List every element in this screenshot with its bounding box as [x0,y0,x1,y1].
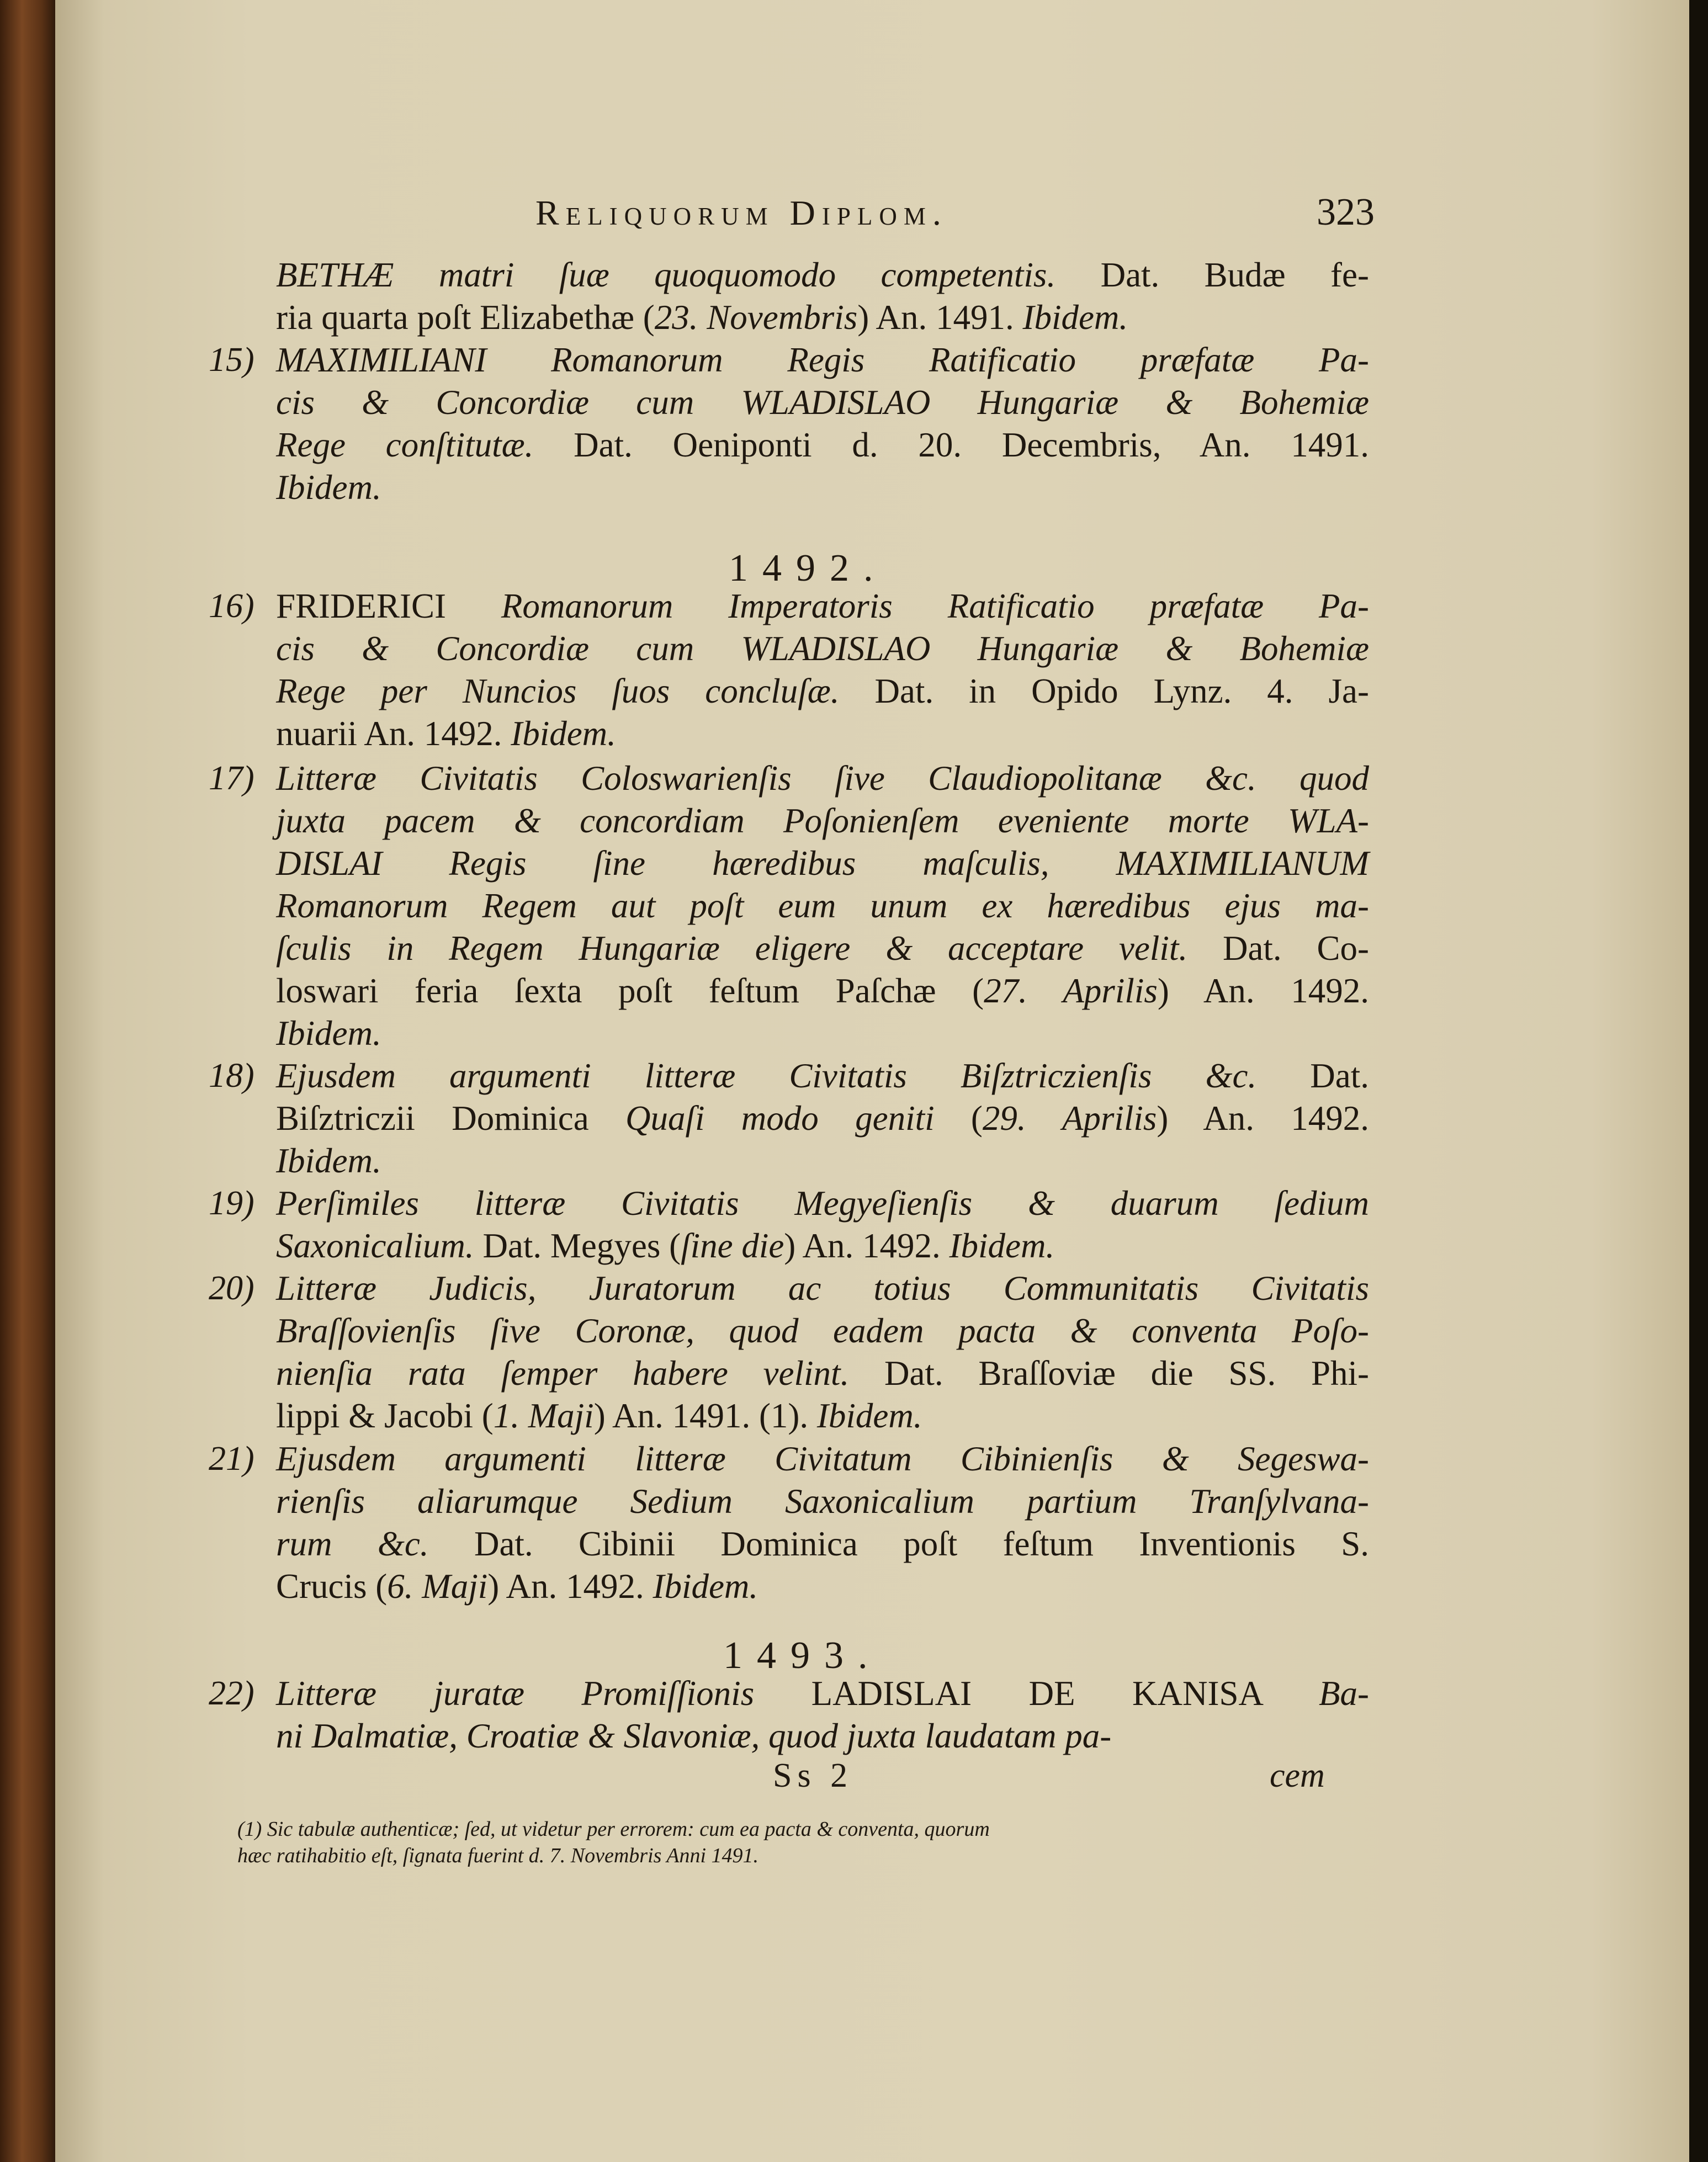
text-run: FRIDERICI [276,587,501,625]
book-page [55,0,1689,2162]
entry-19 [276,1182,1369,1267]
text-run: ) An. 1491. [857,298,1023,337]
text-line [276,800,1369,842]
text-line [276,1055,1369,1097]
text-line [276,670,1369,713]
text-run: cis & Concordiæ cum WLADISLAO Hungariæ & Bohemiæ [276,629,1369,668]
entry-number: 18) [209,1057,254,1095]
footnote-line: (1) Sic tabulæ authenticæ; ſed, ut videtur per errorem: cum ea pacta & conventa, quorum [237,1818,990,1841]
entry-15 [276,339,1369,509]
text-line [276,1438,1369,1480]
entry-number: 22) [209,1675,254,1712]
entry-number: 16) [209,587,254,625]
text-run: Perſimiles litteræ Civitatis Megyeſienſis & duarum ſedium [276,1184,1369,1223]
text-run: Dat. [1256,1056,1370,1095]
text-line [276,424,1369,466]
signature-mark: Ss 2 [773,1757,853,1794]
footnote-line: hæc ratihabitio eſt, ſignata fuerint d. 7. Novembris Anni 1491. [237,1844,759,1867]
text-run: ni Dalmatiæ, Croatiæ & Slavoniæ, quod juxta laudatam pa- [276,1717,1112,1755]
text-line [276,254,1369,296]
text-run: 29. Aprilis [982,1099,1157,1138]
text-run: Dat. Megyes ( [474,1226,681,1265]
entry-18 [276,1055,1369,1182]
entry-16 [276,585,1369,755]
text-line [276,339,1369,381]
text-run: Ibidem. [653,1567,758,1606]
text-line [276,1140,1369,1182]
text-run: Braſſovienſis ſive Coronæ, quod eadem pacta & conventa Poſo- [276,1311,1369,1350]
text-run: ) An. 1492. [784,1226,950,1265]
text-line [276,842,1369,885]
entry-22 [276,1672,1369,1757]
text-run: Ejusdem argumenti litteræ Civitatis Biſztriczienſis &c. [276,1056,1257,1095]
text-run: Dat. Oeniponti d. 20. Decembris, An. 1491. [533,426,1369,464]
text-line [276,757,1369,800]
text-run: rienſis aliarumque Sedium Saxonicalium partium Tranſylvana- [276,1482,1369,1521]
text-line [276,885,1369,927]
entry-number: 19) [209,1184,254,1222]
text-line [276,927,1369,970]
text-run: ) An. 1492. [1157,1099,1370,1138]
text-run: Romanorum Regem aut poſt eum unum ex hæredibus ejus ma- [276,886,1369,925]
text-run: Rege conſtitutæ. [276,426,534,464]
entry-number: 20) [209,1269,254,1307]
text-line [276,381,1369,424]
entry-21 [276,1438,1369,1608]
text-line [276,1097,1369,1140]
page-header [535,190,1375,240]
text-line [276,466,1369,509]
catchword: cem [1270,1757,1325,1794]
entry-17 [276,757,1369,1055]
text-run: Litteræ Civitatis Coloswarienſis ſive Claudiopolitanæ &c. quod [276,759,1369,798]
text-run: loswari feria ſexta poſt feſtum Paſchæ ( [276,971,984,1010]
text-run: 6. Maji [387,1567,488,1606]
text-run: Ibidem. [276,468,381,507]
text-run: Ibidem. [276,1014,381,1053]
text-run: Dat. Cibinii Dominica poſt feſtum Inventionis S. [428,1524,1369,1563]
entry-number: 17) [209,759,254,797]
text-run: Crucis ( [276,1567,388,1606]
text-line [276,713,1369,755]
text-line [276,1395,1369,1437]
text-run: MAXIMILIANI Romanorum Regis Ratificatio præfatæ Pa- [276,341,1369,379]
text-run: Rege per Nuncios ſuos concluſæ. [276,672,840,710]
text-run: Dat. Braſſoviæ die SS. Phi- [849,1354,1369,1393]
text-run: Saxonicalium. [276,1226,474,1265]
footnote [237,1816,990,1869]
text-line [276,1672,1369,1715]
entry-14-continuation [276,254,1369,339]
text-run: Ibidem. [276,1141,381,1180]
text-line [276,628,1369,670]
text-run: rum &c. [276,1524,429,1563]
text-run: 1. Maji [493,1396,594,1435]
entry-number: 15) [209,341,254,379]
text-line [276,1565,1369,1608]
text-line [276,585,1369,628]
text-line [276,296,1369,339]
text-line [276,1352,1369,1395]
text-run: ſine die [681,1226,784,1265]
text-run: ) An. 1492. [1157,971,1370,1010]
text-run: ) An. 1491. (1). [593,1396,817,1435]
text-line [276,1267,1369,1310]
text-run: nuarii An. 1492. [276,714,511,753]
text-run: ſculis in Regem Hungariæ eligere & acceptare velit. [276,929,1188,968]
text-run: Ibidem. [949,1226,1055,1265]
entry-number: 21) [209,1440,254,1478]
text-line [276,1310,1369,1352]
text-line [276,1715,1369,1757]
text-run: 27. Aprilis [984,971,1158,1010]
text-run: Ibidem. [511,714,616,753]
text-run: Quaſi modo geniti [625,1099,935,1138]
running-title: Reliquorum Diplom. [535,193,948,232]
text-run: juxta pacem & concordiam Poſonienſem eveniente morte WLA- [276,801,1369,840]
text-run: ) An. 1492. [487,1567,653,1606]
text-line [276,1523,1369,1565]
text-line [276,1012,1369,1055]
text-run: Ibidem. [816,1396,922,1435]
text-run: LADISLAI DE KANISA [811,1674,1319,1713]
entry-20 [276,1267,1369,1437]
text-run: Romanorum Imperatoris Ratificatio præfatæ Pa- [501,587,1369,625]
text-run: Ibidem. [1022,298,1128,337]
text-run: Biſztriczii Dominica [276,1099,625,1138]
text-line [276,1182,1369,1225]
text-run: cis & Concordiæ cum WLADISLAO Hungariæ & Bohemiæ [276,383,1369,422]
book-binding [0,0,55,2162]
text-run: Dat. in Opido Lynz. 4. Ja- [839,672,1369,710]
year-heading-1493: 1493. [723,1634,882,1677]
text-run: BETHÆ matri ſuæ quoquomodo competentis. [276,256,1056,294]
year-heading-1492: 1492. [729,547,888,589]
text-run: lippi & Jacobi ( [276,1396,494,1435]
text-line [276,1480,1369,1523]
text-run: Dat. Co- [1187,929,1369,968]
text-run: nienſia rata ſemper habere velint. [276,1354,850,1393]
text-run: Ejusdem argumenti litteræ Civitatum Cibinienſis & Segeswa- [276,1439,1369,1478]
text-run: 23. Novembris [654,298,858,337]
text-run: ( [934,1099,983,1138]
page-number: 323 [1317,191,1375,233]
text-line [276,970,1369,1012]
text-run: ria quarta poſt Elizabethæ ( [276,298,655,337]
text-line [276,1225,1369,1267]
page-edge [1689,0,1708,2162]
text-run: Litteræ Judicis, Juratorum ac totius Communitatis Civitatis [276,1269,1369,1308]
text-run: Dat. Budæ fe- [1055,256,1369,294]
text-run: Litteræ juratæ Promiſſionis [276,1674,811,1713]
text-run: DISLAI Regis ſine hæredibus maſculis, MAXIMILIANUM [276,844,1369,883]
text-run: Ba- [1319,1674,1369,1713]
